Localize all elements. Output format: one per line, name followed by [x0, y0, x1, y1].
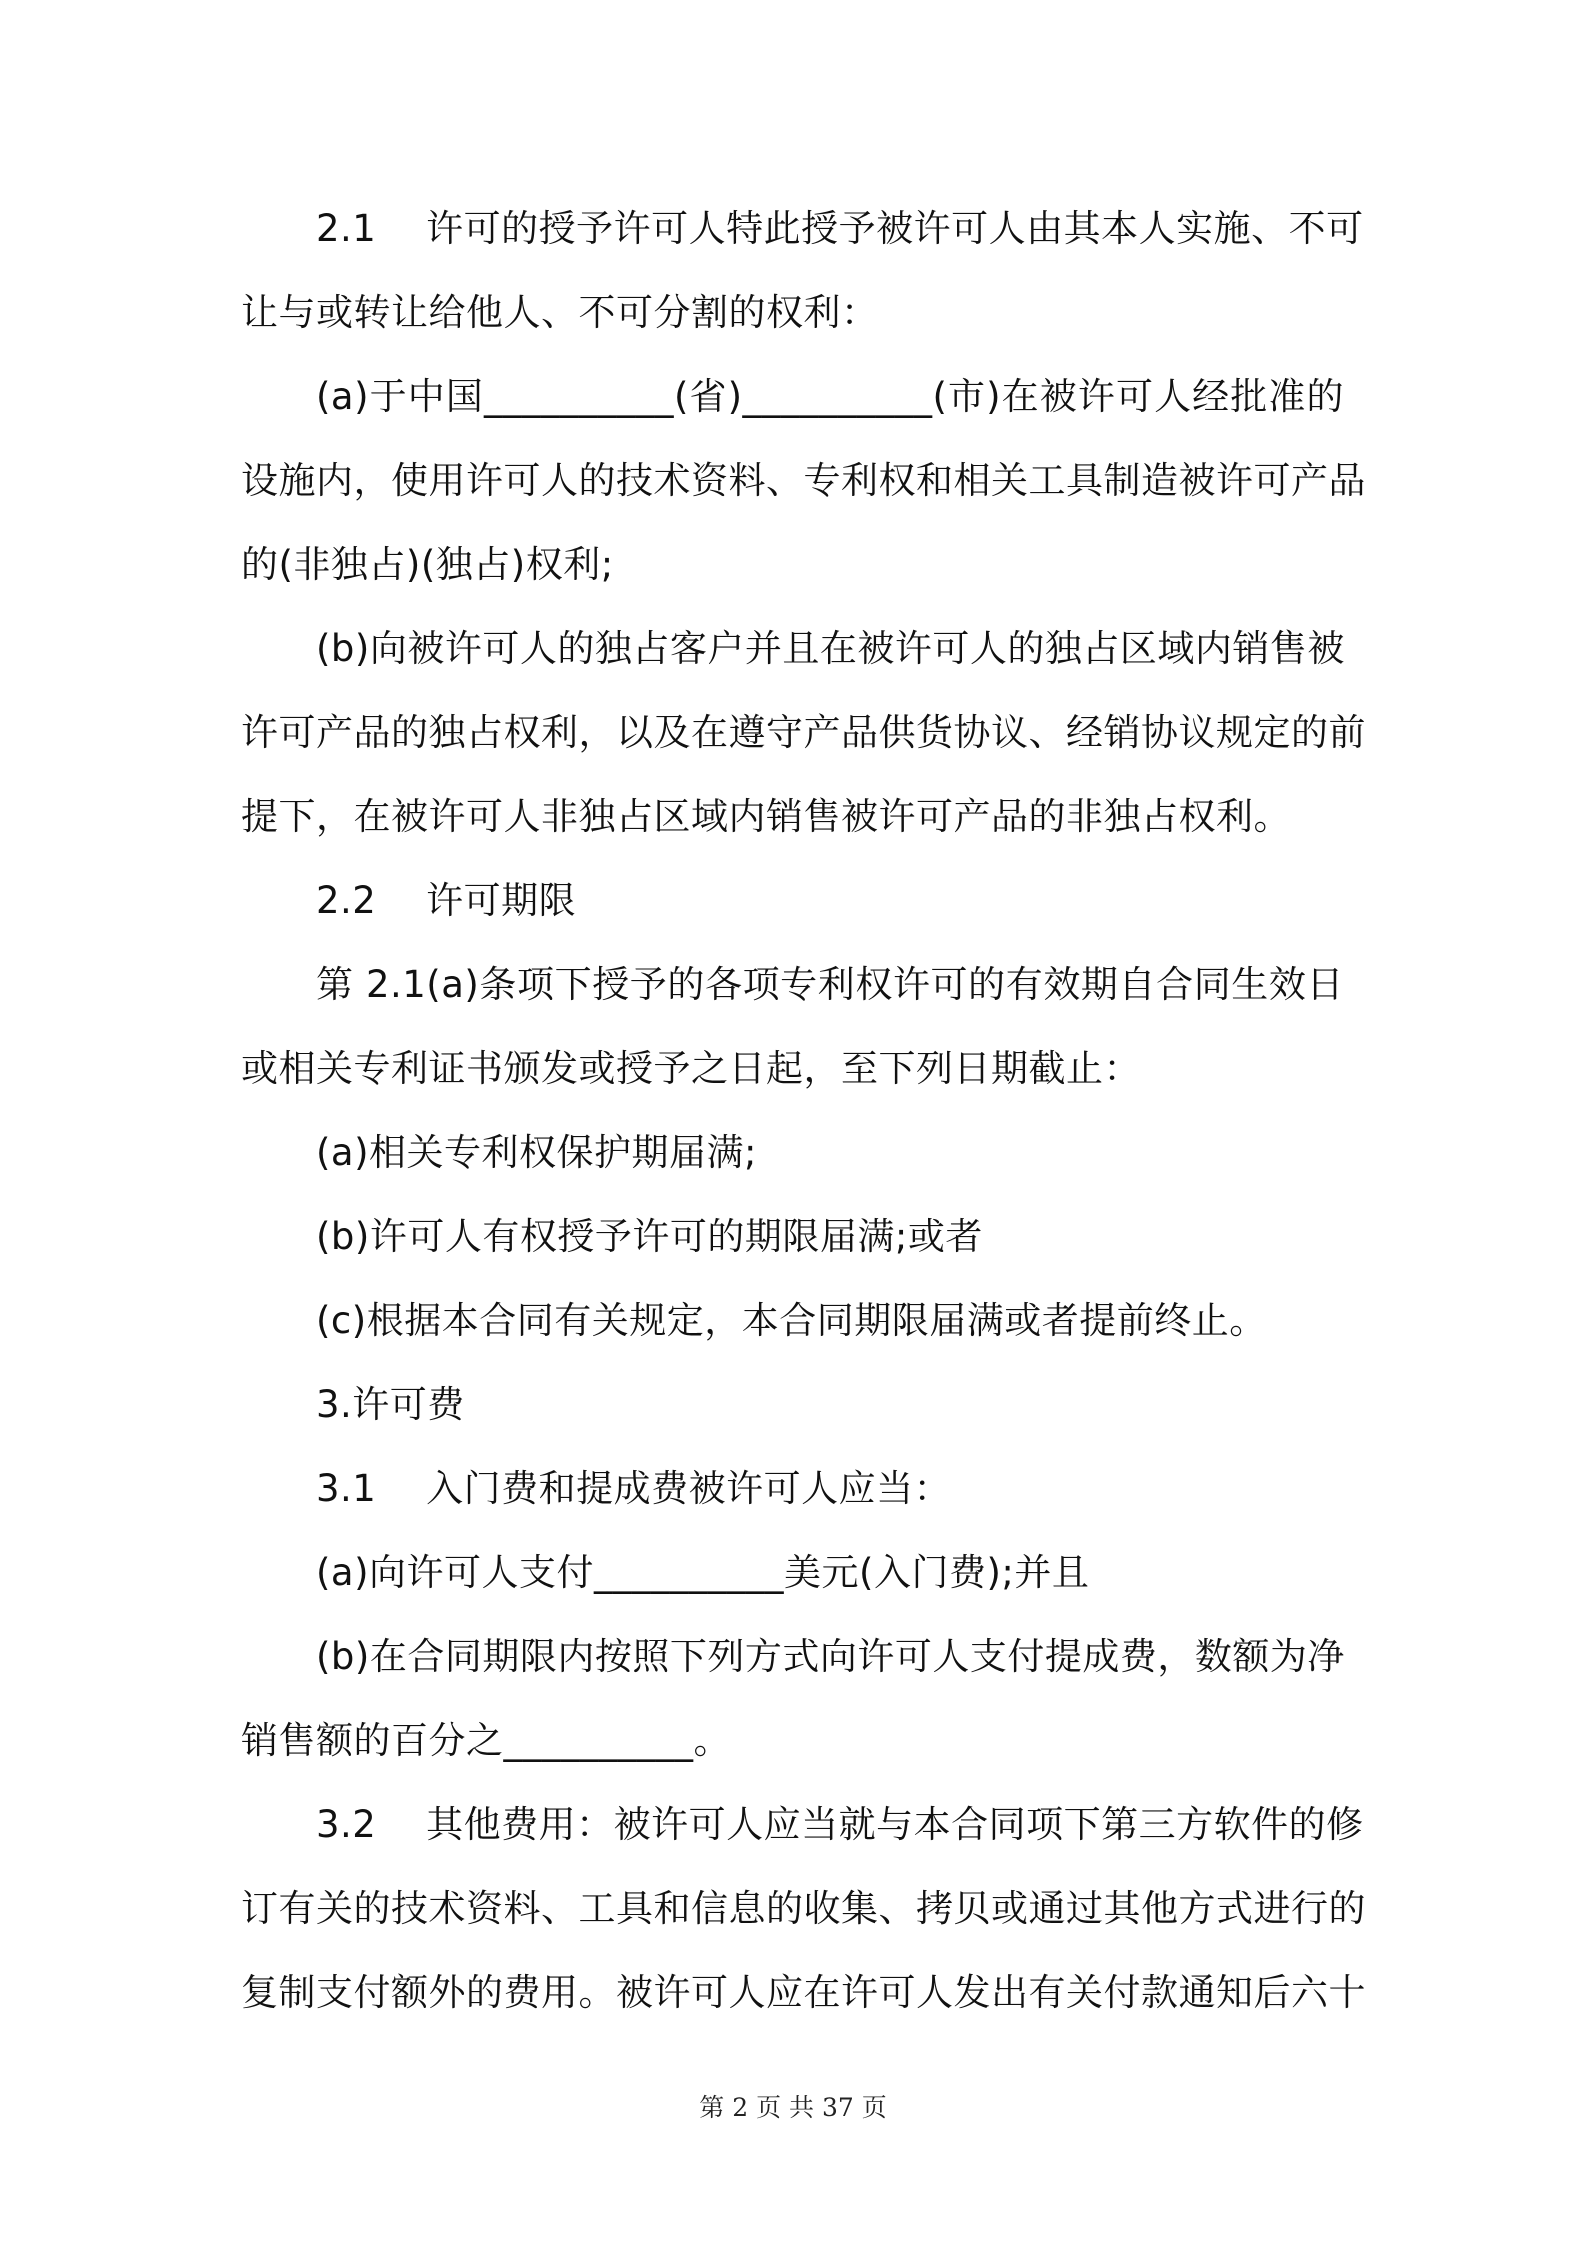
clause-2-1-b: (b)向被许可人的独占客户并且在被许可人的独占区域内销售被: [316, 627, 1345, 670]
paragraph-line: 销售额的百分之__________。: [241, 1719, 731, 1762]
clause-3-1-a: (a)向许可人支付__________美元(入门费);并且: [316, 1551, 1090, 1594]
section-2-2-heading: 2.2 许可期限: [316, 879, 577, 922]
page-number-footer: 第 2 页 共 37 页: [699, 2093, 887, 2122]
section-3-heading: 3.许可费: [316, 1383, 465, 1426]
paragraph-line: 让与或转让给他人、不可分割的权利：: [241, 291, 879, 334]
paragraph-line: 设施内，使用许可人的技术资料、专利权和相关工具制造被许可产品: [241, 459, 1366, 502]
section-3-2-heading: 3.2 其他费用：被许可人应当就与本合同项下第三方软件的修: [316, 1803, 1364, 1846]
clause-2-2-b: (b)许可人有权授予许可的期限届满;或者: [316, 1215, 983, 1258]
section-2-1-heading: 2.1 许可的授予许可人特此授予被许可人由其本人实施、不可: [316, 207, 1364, 250]
clause-3-1-b: (b)在合同期限内按照下列方式向许可人支付提成费，数额为净: [316, 1635, 1345, 1678]
paragraph-line: 的(非独占)(独占)权利;: [241, 543, 614, 586]
paragraph-line: 复制支付额外的费用。被许可人应在许可人发出有关付款通知后六十: [241, 1971, 1366, 2014]
section-3-1-heading: 3.1 入门费和提成费被许可人应当：: [316, 1467, 952, 1510]
paragraph-line: 订有关的技术资料、工具和信息的收集、拷贝或通过其他方式进行的: [241, 1887, 1366, 1930]
paragraph-line: 第 2.1(a)条项下授予的各项专利权许可的有效期自合同生效日: [316, 963, 1344, 1006]
paragraph-line: 许可产品的独占权利，以及在遵守产品供货协议、经销协议规定的前: [241, 711, 1366, 754]
paragraph-line: 提下，在被许可人非独占区域内销售被许可产品的非独占权利。: [241, 795, 1291, 838]
paragraph-line: 或相关专利证书颁发或授予之日起，至下列日期截止：: [241, 1047, 1141, 1090]
clause-2-2-c: (c)根据本合同有关规定，本合同期限届满或者提前终止。: [316, 1299, 1267, 1342]
clause-2-2-a: (a)相关专利权保护期届满;: [316, 1131, 758, 1174]
clause-2-1-a: (a)于中国__________(省)__________(市)在被许可人经批准的: [316, 375, 1344, 418]
